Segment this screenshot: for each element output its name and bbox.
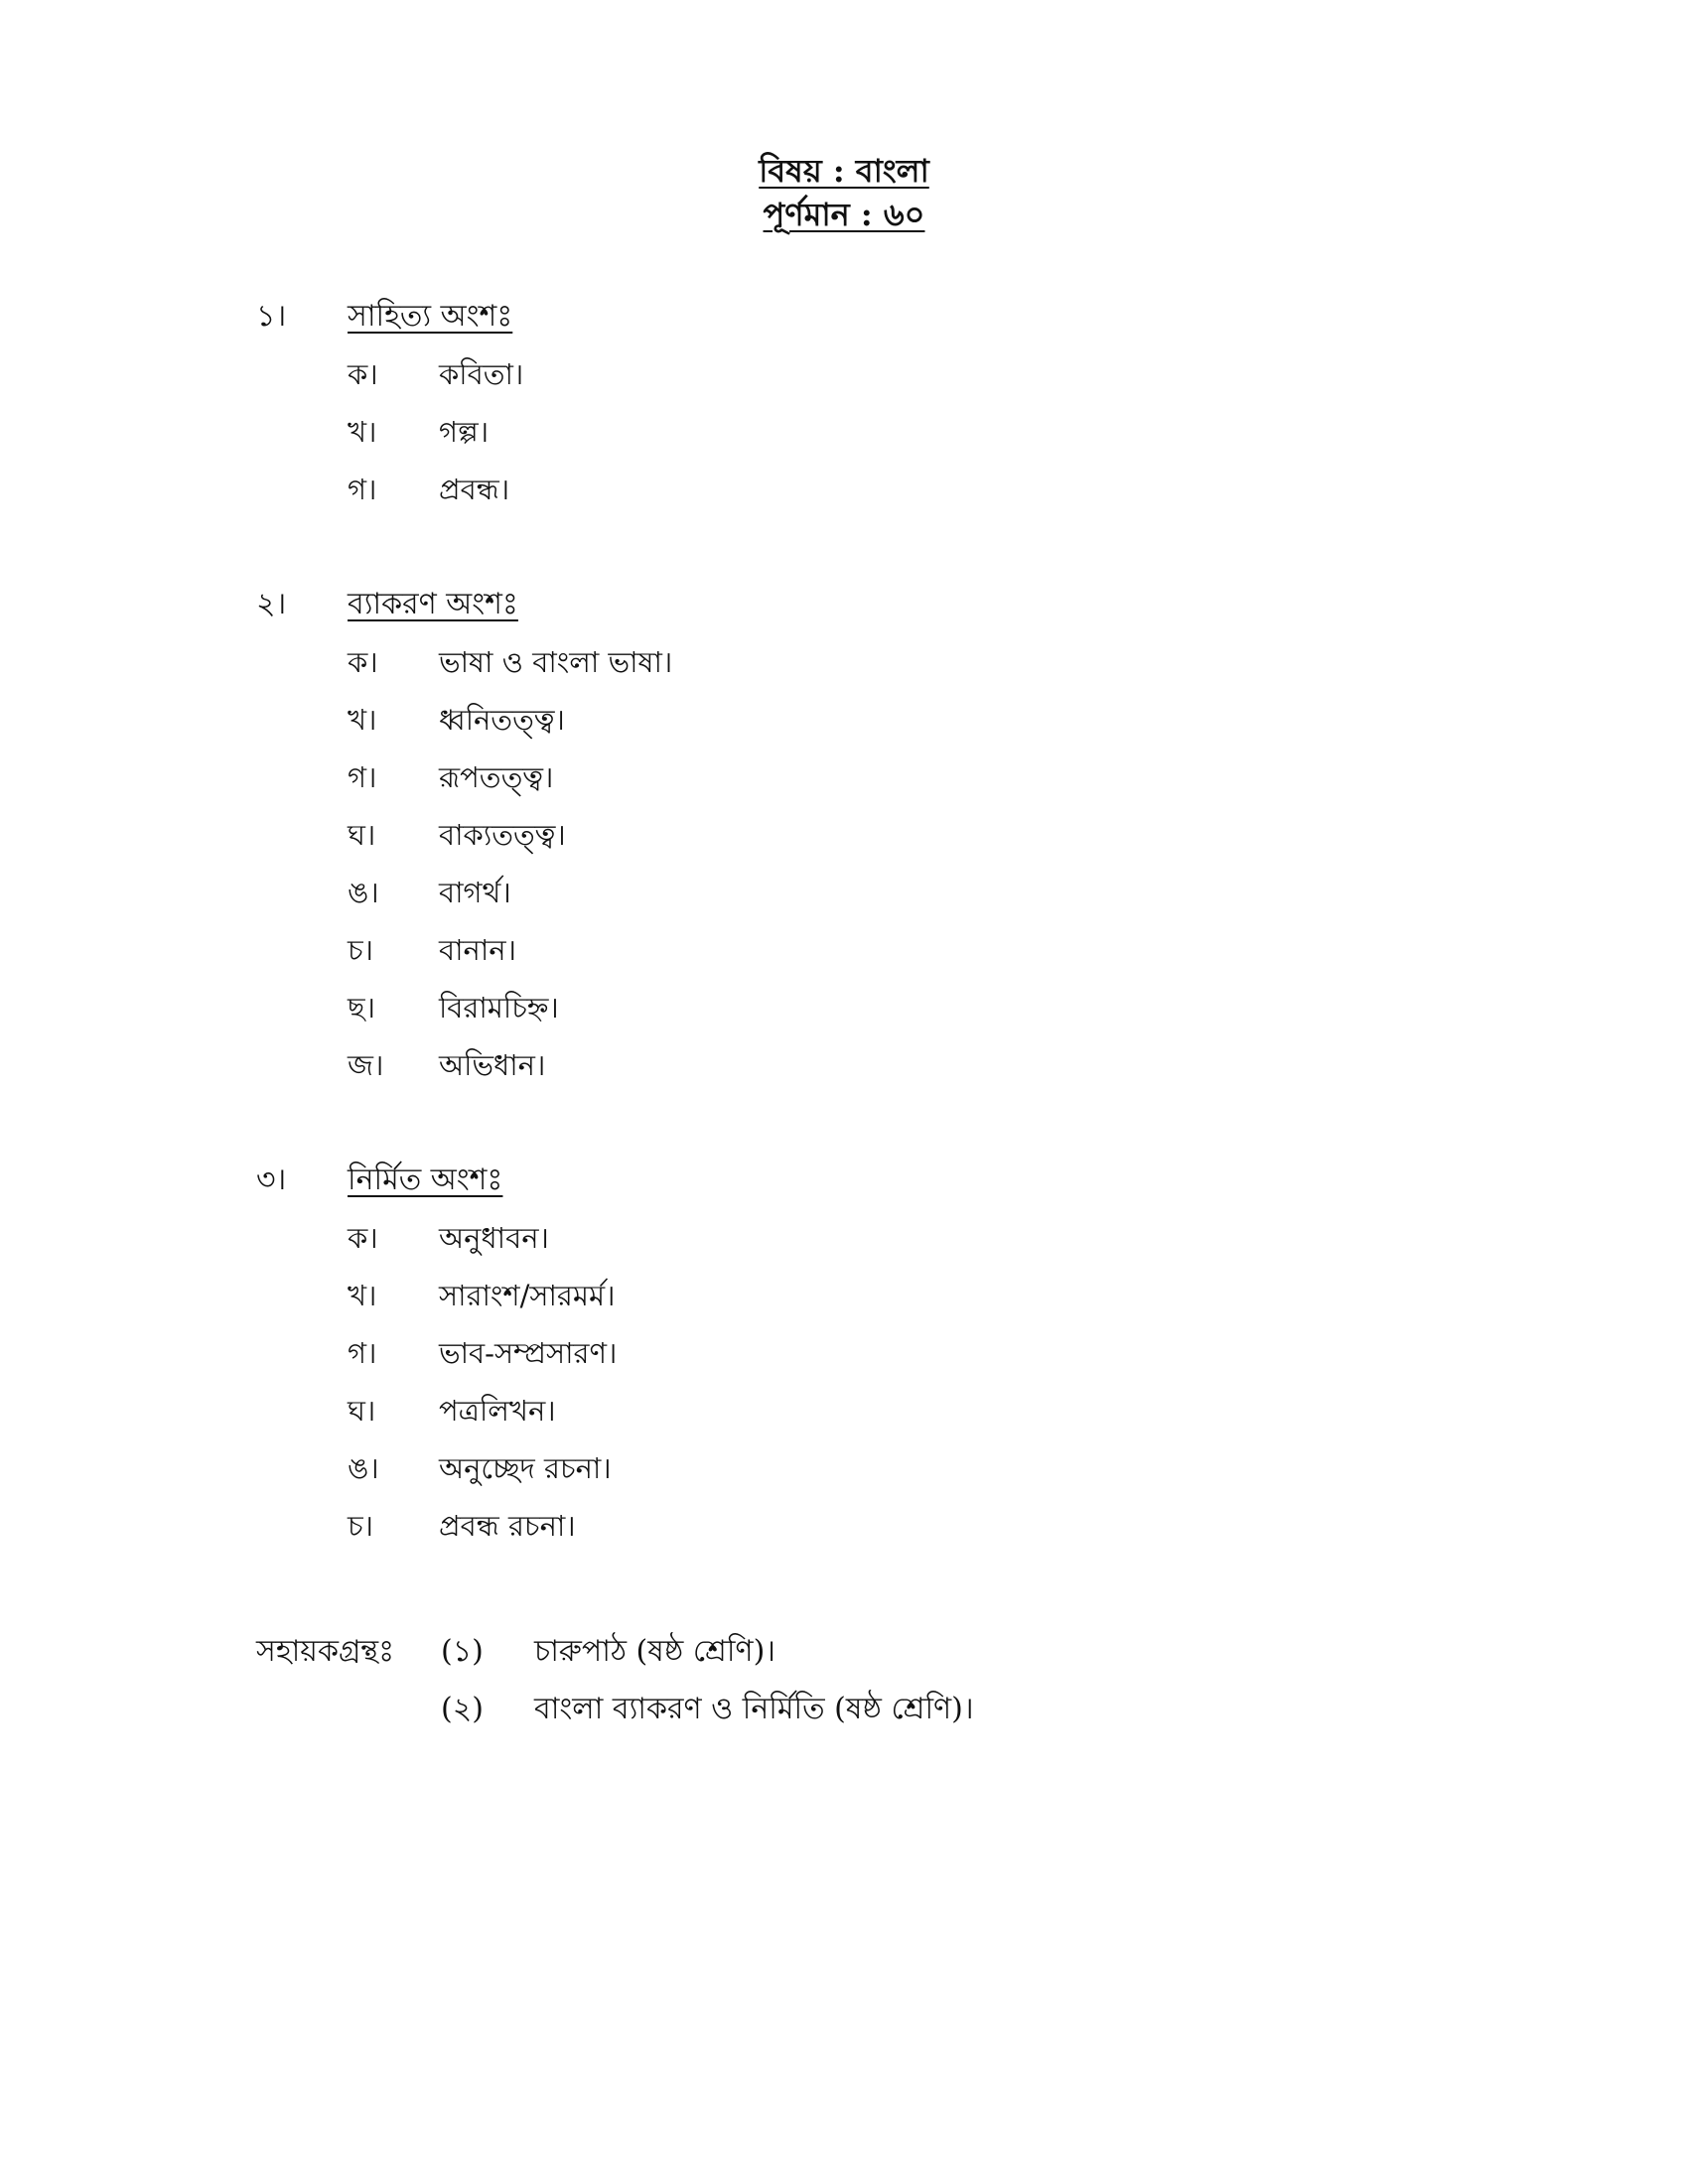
document-header <box>0 149 1688 236</box>
item-letter: ক। <box>348 1221 378 1255</box>
item-letter: ঙ। <box>348 876 379 909</box>
list-item <box>256 1209 1448 1267</box>
section-heading <box>256 576 1448 633</box>
section-literature <box>256 288 1448 518</box>
subject-title: বিষয় : বাংলা <box>759 152 929 190</box>
section-number: ২। <box>256 587 287 621</box>
section-title: ব্যাকরণ অংশঃ <box>348 587 518 621</box>
item-text: অনুচ্ছেদ রচনা। <box>439 1451 612 1485</box>
reference-title: চারুপাঠ (ষষ্ঠ শ্রেণি)। <box>534 1634 776 1669</box>
item-text: বিরামচিহ্ন। <box>439 991 559 1024</box>
reference-books <box>256 1623 1547 1738</box>
list-item <box>256 1036 1448 1094</box>
list-item <box>256 1324 1448 1382</box>
list-item <box>256 461 1448 518</box>
section-number: ৩। <box>256 1162 287 1197</box>
section-number: ১। <box>256 299 287 334</box>
reference-number: (২) <box>441 1692 484 1726</box>
item-letter: ঙ। <box>348 1451 379 1485</box>
list-item <box>256 1439 1448 1497</box>
item-letter: চ। <box>348 933 374 967</box>
item-letter: খ। <box>348 703 377 737</box>
section-composition <box>256 1152 1448 1555</box>
reference-title: বাংলা ব্যাকরণ ও নির্মিতি (ষষ্ঠ শ্রেণি)। <box>534 1692 974 1726</box>
list-item <box>256 633 1448 691</box>
section-grammar <box>256 576 1448 1094</box>
reference-row <box>256 1623 1547 1681</box>
full-marks: পূর্ণমান : ৬০ <box>763 196 925 233</box>
item-letter: ঘ। <box>348 818 376 852</box>
list-item <box>256 1382 1448 1439</box>
item-text: কবিতা। <box>439 357 524 391</box>
item-text: পত্রলিখন। <box>439 1394 556 1428</box>
list-item <box>256 403 1448 461</box>
item-letter: ক। <box>348 645 378 679</box>
item-text: ধ্বনিতত্ত্ব। <box>439 703 565 737</box>
list-item <box>256 749 1448 806</box>
item-letter: জ। <box>348 1048 384 1082</box>
list-item <box>256 1267 1448 1324</box>
item-text: বাক্যতত্ত্ব। <box>439 818 566 852</box>
reference-row <box>256 1681 1547 1738</box>
list-item <box>256 864 1448 921</box>
subject-line <box>0 149 1688 193</box>
section-heading <box>256 1152 1448 1209</box>
reference-label: সহায়কগ্রন্থঃ <box>256 1634 395 1669</box>
item-letter: গ। <box>348 1336 377 1370</box>
item-letter: গ। <box>348 760 377 794</box>
item-letter: গ। <box>348 473 377 506</box>
item-letter: খ। <box>348 415 377 449</box>
full-marks-line <box>0 193 1688 236</box>
item-text: অনুধাবন। <box>439 1221 549 1255</box>
item-text: ভাব-সম্প্রসারণ। <box>439 1336 618 1370</box>
reference-number: (১) <box>441 1634 484 1669</box>
list-item <box>256 345 1448 403</box>
item-text: বানান। <box>439 933 516 967</box>
item-text: প্রবন্ধ রচনা। <box>439 1509 576 1543</box>
list-item <box>256 806 1448 864</box>
item-text: বাগর্থ। <box>439 876 511 909</box>
item-letter: ক। <box>348 357 378 391</box>
section-heading <box>256 288 1448 345</box>
item-text: রূপতত্ত্ব। <box>439 760 554 794</box>
list-item <box>256 921 1448 979</box>
item-letter: খ। <box>348 1279 377 1312</box>
item-text: সারাংশ/সারমর্ম। <box>439 1279 616 1312</box>
list-item <box>256 691 1448 749</box>
item-letter: ঘ। <box>348 1394 376 1428</box>
list-item <box>256 1497 1448 1555</box>
section-title: সাহিত্য অংশঃ <box>348 299 513 334</box>
item-text: প্রবন্ধ। <box>439 473 510 506</box>
item-text: গল্প। <box>439 415 490 449</box>
item-text: অভিধান। <box>439 1048 546 1082</box>
section-title: নির্মিত অংশঃ <box>348 1162 503 1197</box>
item-letter: ছ। <box>348 991 375 1024</box>
item-text: ভাষা ও বাংলা ভাষা। <box>439 645 673 679</box>
item-letter: চ। <box>348 1509 374 1543</box>
list-item <box>256 979 1448 1036</box>
